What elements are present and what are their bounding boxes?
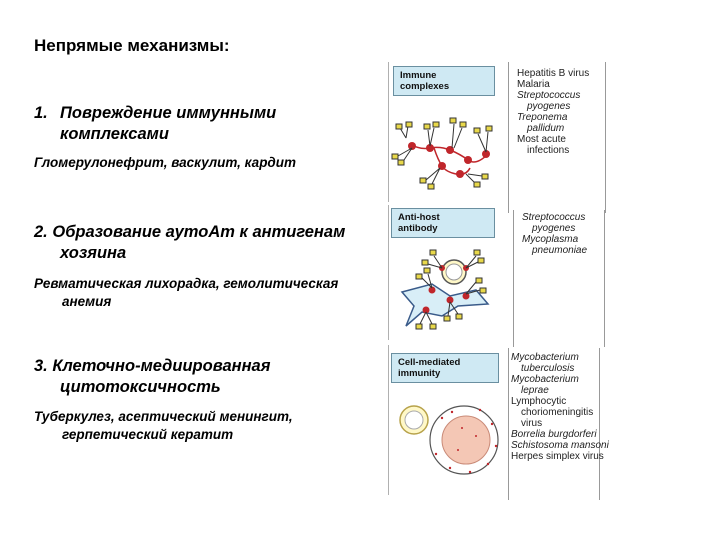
organism-item: pyogenes bbox=[532, 223, 576, 234]
mechanism-3-number: 3. bbox=[34, 357, 48, 375]
organism-item: Streptococcus bbox=[517, 90, 581, 101]
organism-item: Lymphocytic bbox=[511, 396, 567, 407]
panel-3-label: Cell-mediated immunity bbox=[391, 353, 499, 383]
mechanism-2-title-line1: Образование аутоАт к антигенам bbox=[52, 223, 346, 241]
organism-item: Treponema bbox=[517, 112, 568, 123]
mechanism-3-heading bbox=[34, 356, 270, 398]
organism-item: tuberculosis bbox=[521, 363, 575, 374]
organism-item: infections bbox=[527, 145, 570, 156]
mechanism-3-examples bbox=[34, 408, 293, 444]
panel-2-label: Anti-host antibody bbox=[391, 208, 495, 238]
organism-item: pyogenes bbox=[527, 101, 571, 112]
organism-item: Most acute bbox=[517, 134, 566, 145]
panel-1-organism-list bbox=[508, 62, 606, 213]
panel-2-organism-list bbox=[513, 210, 605, 347]
panel-3-organism-list bbox=[508, 348, 609, 500]
organism-item: Hepatitis B virus bbox=[517, 68, 590, 79]
organism-item: Herpes simplex virus bbox=[511, 451, 604, 462]
mechanism-1-examples bbox=[34, 154, 296, 172]
mechanism-1-examples-line1: Гломерулонефрит, васкулит, кардит bbox=[34, 155, 297, 170]
mechanism-1-heading bbox=[34, 103, 276, 145]
anti-host-antibody-illustration bbox=[392, 244, 502, 339]
organism-item: pneumoniae bbox=[532, 245, 588, 256]
organism-item: choriomeningitis bbox=[521, 407, 594, 418]
organism-item: Streptococcus bbox=[522, 212, 586, 223]
mechanism-3-title-line2: цитотоксичность bbox=[60, 378, 221, 396]
cell-mediated-illustration bbox=[392, 398, 502, 488]
slide-title: Непрямые механизмы: bbox=[34, 36, 230, 55]
mechanism-2-examples-line1: Ревматическая лихорадка, гемолитическая bbox=[34, 276, 339, 291]
mechanism-2-heading bbox=[34, 222, 345, 264]
organism-item: Schistosoma mansoni bbox=[511, 440, 609, 451]
panel-1-label: Immune complexes bbox=[393, 66, 495, 96]
mechanism-2-title-line2: хозяина bbox=[60, 244, 127, 262]
mechanism-3-examples-line1: Туберкулез, асептический менингит, bbox=[34, 409, 293, 424]
organism-item: Mycobacterium bbox=[511, 352, 579, 363]
mechanism-3-examples-line2: герпетический кератит bbox=[62, 427, 234, 442]
mechanism-2-number: 2. bbox=[34, 223, 48, 241]
organism-item: Mycobacterium bbox=[511, 374, 579, 385]
immune-complex-illustration bbox=[390, 110, 500, 210]
mechanism-1-title-line1: Повреждение иммунными bbox=[60, 104, 277, 122]
organism-item: Borrelia burgdorferi bbox=[511, 429, 597, 440]
organism-item: leprae bbox=[521, 385, 549, 396]
mechanism-2-examples-line2: анемия bbox=[62, 294, 112, 309]
organism-item: virus bbox=[521, 418, 543, 429]
mechanism-3-title-line1: Клеточно-медиированная bbox=[52, 357, 271, 375]
organism-item: pallidum bbox=[527, 123, 565, 134]
mechanism-1-title-line2: комплексами bbox=[60, 125, 169, 143]
mechanism-1-number: 1. bbox=[34, 104, 48, 122]
organism-item: Malaria bbox=[517, 79, 550, 90]
mechanism-2-examples bbox=[34, 275, 338, 311]
organism-item: Mycoplasma bbox=[522, 234, 579, 245]
